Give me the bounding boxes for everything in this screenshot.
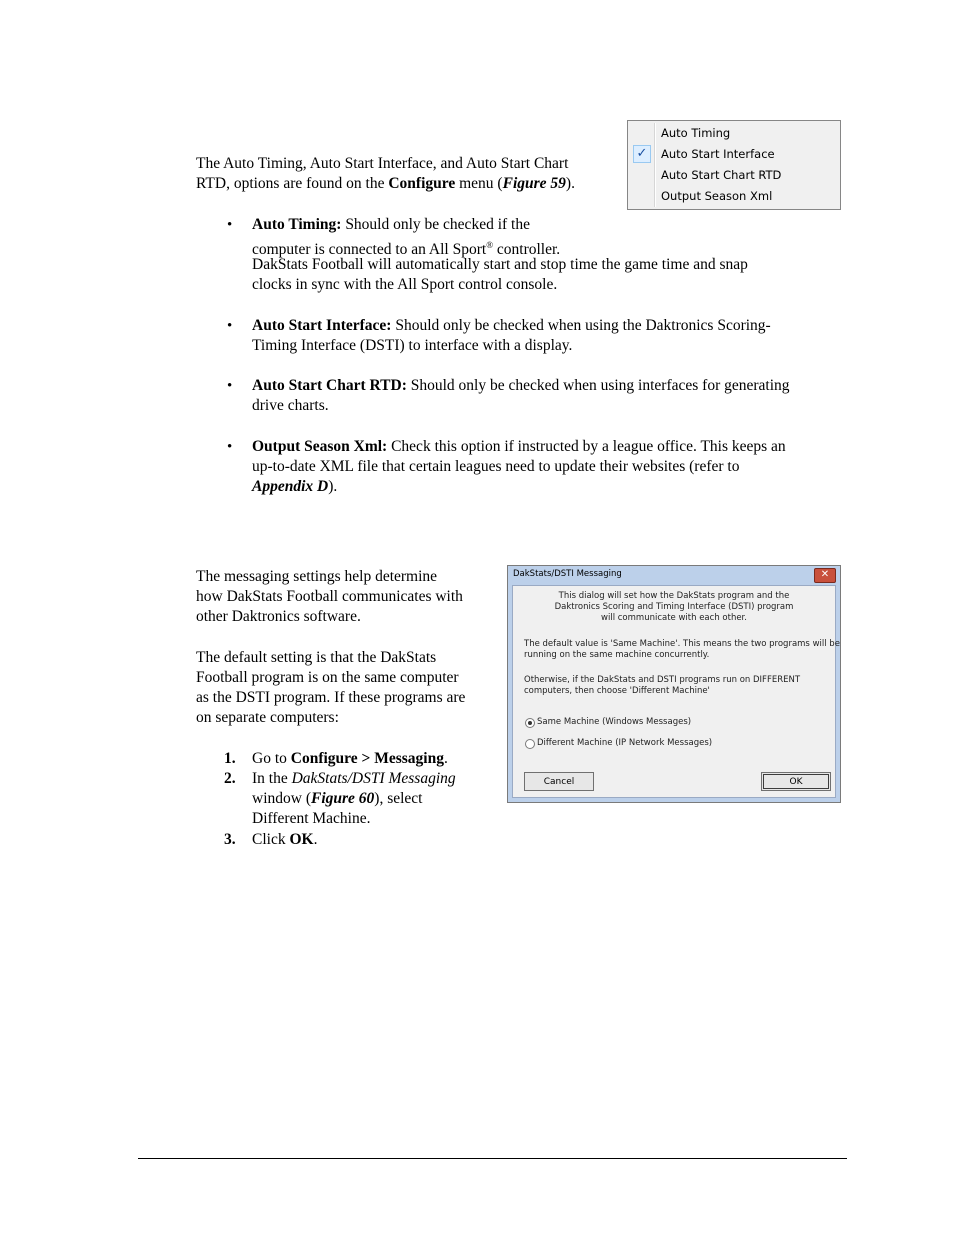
messaging-p2-line-2: Football program is on the same computer (196, 669, 459, 686)
menu-item-auto-start-interface[interactable]: Auto Start Interface (661, 147, 775, 161)
dialog-intro-line-2: Daktronics Scoring and Timing Interface (DSTI) program (554, 602, 794, 612)
radio-different-machine[interactable] (525, 739, 535, 749)
bullet-icon: • (227, 318, 233, 334)
auto-start-interface-line-2: Timing Interface (DSTI) to interface with a display. (252, 337, 573, 354)
auto-timing-line-2: computer is connected to an All Sport® controller. (252, 240, 561, 259)
messaging-p2-line-4: on separate computers: (196, 709, 339, 726)
bullet-icon: • (227, 439, 233, 455)
dialog-otherwise-line-2: computers, then choose 'Different Machine' (524, 686, 710, 696)
radio-different-machine-label[interactable]: Different Machine (IP Network Messages) (537, 738, 713, 748)
step-2-line-3: Different Machine. (252, 810, 371, 827)
auto-start-interface-line-1: Auto Start Interface: Should only be checked when using the Daktronics Scoring- (252, 317, 771, 334)
dialog-otherwise-line-1: Otherwise, if the DakStats and DSTI programs run on DIFFERENT (524, 675, 801, 685)
step-2-line-1: In the DakStats/DSTI Messaging (252, 770, 456, 787)
intro-line-2: RTD, options are found on the Configure menu (Figure 59). (196, 175, 575, 192)
auto-start-chart-line-1: Auto Start Chart RTD: Should only be checked when using interfaces for generating (252, 377, 790, 394)
menu-gutter (654, 123, 656, 207)
output-season-line-3: Appendix D). (252, 478, 338, 495)
radio-same-machine[interactable] (525, 718, 535, 728)
checkmark-icon: ✓ (633, 145, 651, 163)
menu-item-auto-timing[interactable]: Auto Timing (661, 126, 731, 140)
step-2-line-2: window (Figure 60), select (252, 790, 423, 807)
configure-menu (627, 120, 841, 210)
bullet-icon: • (227, 217, 233, 233)
dialog-title: DakStats/DSTI Messaging (513, 569, 622, 579)
dialog-titlebar[interactable] (508, 566, 840, 584)
auto-timing-line-3: DakStats Football will automatically start and stop time the game time and snap (252, 256, 748, 273)
menu-item-auto-start-chart-rtd[interactable]: Auto Start Chart RTD (661, 168, 782, 182)
messaging-p1-line-1: The messaging settings help determine (196, 568, 438, 585)
footer-divider (138, 1158, 847, 1159)
dialog-default-line-2: running on the same machine concurrently. (524, 650, 710, 660)
messaging-dialog (507, 565, 841, 803)
dialog-body (512, 585, 840, 798)
auto-timing-line-1: Auto Timing: Should only be checked if the (252, 216, 530, 233)
step-number: 1. (224, 750, 236, 767)
menu-item-output-season-xml[interactable]: Output Season Xml (661, 189, 773, 203)
messaging-p2-line-3: as the DSTI program. If these programs are (196, 689, 466, 706)
close-icon[interactable]: ✕ (814, 568, 836, 583)
dialog-intro-line-1: This dialog will set how the DakStats program and the (558, 591, 790, 601)
radio-same-machine-label[interactable]: Same Machine (Windows Messages) (537, 717, 692, 727)
output-season-line-2: up-to-date XML file that certain leagues need to update their websites (refer to (252, 458, 740, 475)
step-3: Click OK. (252, 831, 318, 848)
step-number: 2. (224, 770, 236, 787)
ok-button[interactable]: OK (761, 772, 831, 791)
step-number: 3. (224, 831, 236, 848)
step-1: Go to Configure > Messaging. (252, 750, 448, 767)
messaging-p1-line-3: other Daktronics software. (196, 608, 361, 625)
bullet-icon: • (227, 378, 233, 394)
dialog-intro-line-3: will communicate with each other. (601, 613, 747, 623)
cancel-button[interactable]: Cancel (524, 772, 594, 791)
auto-timing-line-4: clocks in sync with the All Sport control console. (252, 276, 558, 293)
messaging-p1-line-2: how DakStats Football communicates with (196, 588, 463, 605)
dialog-default-line-1: The default value is 'Same Machine'. This means the two programs will be (524, 639, 840, 649)
output-season-line-1: Output Season Xml: Check this option if instructed by a league office. This keeps an (252, 438, 786, 455)
intro-line-1: The Auto Timing, Auto Start Interface, and Auto Start Chart (196, 155, 569, 172)
messaging-p2-line-1: The default setting is that the DakStats (196, 649, 437, 666)
auto-start-chart-line-2: drive charts. (252, 397, 329, 414)
